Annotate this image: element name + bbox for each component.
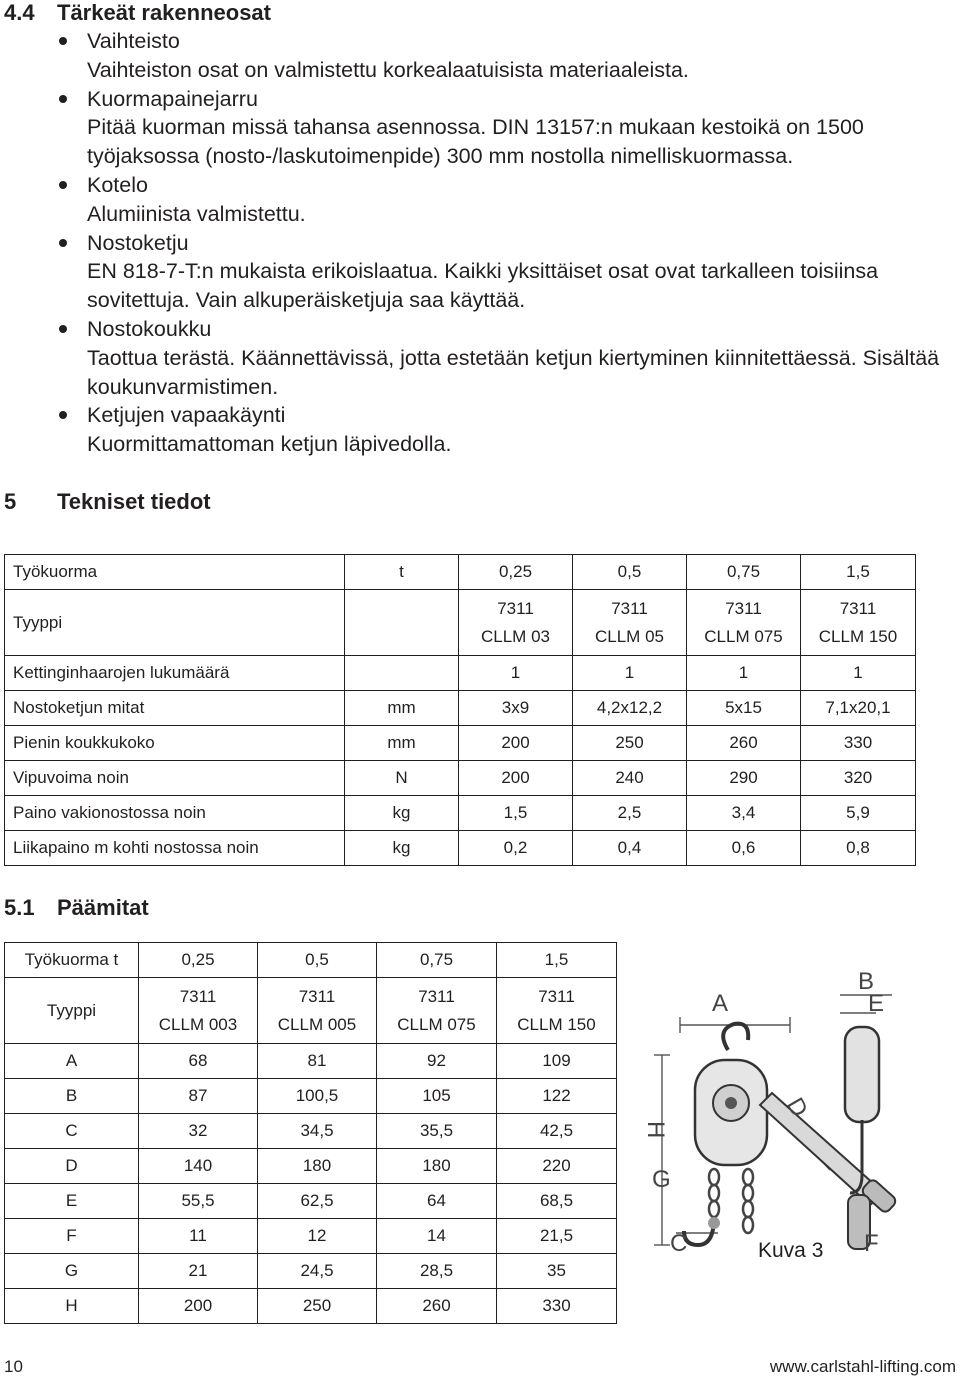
value-cell: 11 <box>139 1219 258 1254</box>
unit-cell <box>345 590 459 656</box>
table-row <box>5 1289 617 1324</box>
type-code: 7311 <box>497 598 534 618</box>
row-label: E <box>5 1184 139 1219</box>
type-cell <box>573 590 687 656</box>
table-row <box>5 555 916 590</box>
type-code: 7311 <box>611 598 648 618</box>
value-cell: 92 <box>377 1044 497 1079</box>
header-cell: 0,5 <box>258 943 377 978</box>
item-title: Kuormapainejarru <box>87 86 258 111</box>
dim-label-d: D <box>780 1093 813 1122</box>
row-label: Työkuorma <box>5 555 345 590</box>
value-cell: 2,5 <box>573 796 687 831</box>
row-label: Paino vakionostossa noin <box>5 796 345 831</box>
dim-label-b: B <box>858 968 875 995</box>
row-label: Pienin koukkukoko <box>5 726 345 761</box>
table-row <box>5 1044 617 1079</box>
unit-cell: t <box>345 555 459 590</box>
item-description: Vaihteiston osat on valmistettu korkealaatuisista materiaaleista. <box>87 57 689 82</box>
value-cell: 7,1x20,1 <box>801 691 916 726</box>
row-label: Nostoketjun mitat <box>5 691 345 726</box>
type-cell <box>687 590 801 656</box>
table-row <box>5 656 916 691</box>
value-cell: 0,2 <box>459 831 573 866</box>
value-cell: 100,5 <box>258 1079 377 1114</box>
section-number: 5.1 <box>4 895 35 920</box>
type-code: 7311 <box>298 986 336 1006</box>
row-label: Tyyppi <box>5 590 345 656</box>
value-cell: 32 <box>139 1114 258 1149</box>
list-item <box>0 315 960 401</box>
table-row <box>5 1149 617 1184</box>
value-cell: 14 <box>377 1219 497 1254</box>
header-cell: 0,75 <box>377 943 497 978</box>
value-cell: 64 <box>377 1184 497 1219</box>
type-model: CLLM 150 <box>517 1014 596 1034</box>
type-model: CLLM 075 <box>397 1014 476 1034</box>
section-title: Tärkeät rakenneosat <box>57 0 271 25</box>
item-description: Kuormittamattoman ketjun läpivedolla. <box>87 432 452 457</box>
value-cell: 260 <box>377 1289 497 1324</box>
section-number: 4.4 <box>4 0 35 25</box>
header-cell: 0,25 <box>139 943 258 978</box>
value-cell: 320 <box>801 761 916 796</box>
item-title: Nostoketju <box>87 230 189 255</box>
row-label: B <box>5 1079 139 1114</box>
value-cell: 0,25 <box>459 555 573 590</box>
bullet-icon <box>59 95 67 103</box>
dim-label-h: H <box>642 1121 669 1139</box>
unit-cell: kg <box>345 796 459 831</box>
row-label: A <box>5 1044 139 1079</box>
type-model: CLLM 05 <box>595 626 664 646</box>
type-code: 7311 <box>839 598 877 618</box>
value-cell: 35 <box>497 1254 617 1289</box>
item-title: Ketjujen vapaakäynti <box>87 403 286 428</box>
item-description: Taottua terästä. Käännettävissä, jotta estetään ketjun kiertyminen kiinnitettäessä. Sisältää koukunvarmistimen. <box>87 345 940 399</box>
header-label: Työkuorma t <box>5 943 139 978</box>
type-model: CLLM 150 <box>818 626 898 646</box>
value-cell: 250 <box>573 726 687 761</box>
type-code: 7311 <box>179 986 217 1006</box>
type-code: 7311 <box>725 598 762 618</box>
section-5-heading <box>0 489 300 517</box>
item-title: Nostokoukku <box>87 316 212 341</box>
item-title: Kotelo <box>87 172 148 197</box>
value-cell: 250 <box>258 1289 377 1324</box>
unit-cell: kg <box>345 831 459 866</box>
value-cell: 0,6 <box>687 831 801 866</box>
value-cell: 1,5 <box>801 555 916 590</box>
hoist-dimension-figure <box>640 955 940 1285</box>
value-cell: 200 <box>459 761 573 796</box>
value-cell: 87 <box>139 1079 258 1114</box>
value-cell: 3,4 <box>687 796 801 831</box>
dim-label-a: A <box>712 990 729 1017</box>
hoist-body <box>684 1024 898 1249</box>
list-item <box>0 171 960 229</box>
value-cell: 42,5 <box>497 1114 617 1149</box>
value-cell: 140 <box>139 1149 258 1184</box>
value-cell: 0,75 <box>687 555 801 590</box>
unit-cell: N <box>345 761 459 796</box>
value-cell: 200 <box>459 726 573 761</box>
value-cell: 4,2x12,2 <box>573 691 687 726</box>
value-cell: 180 <box>377 1149 497 1184</box>
type-model: CLLM 005 <box>277 1014 357 1034</box>
value-cell: 55,5 <box>139 1184 258 1219</box>
table-row <box>5 1184 617 1219</box>
value-cell: 330 <box>497 1289 617 1324</box>
component-list <box>0 27 960 459</box>
table-row <box>5 1219 617 1254</box>
item-description: EN 818-7-T:n mukaista erikoislaatua. Kaikki yksittäiset osat ovat tarkalleen toisiinsa sovitettuja. Vain alkuperäisketjuja saa käyttää. <box>87 259 879 313</box>
unit-cell: mm <box>345 691 459 726</box>
table-row <box>5 1114 617 1149</box>
row-label: Kettinginhaarojen lukumäärä <box>5 656 345 691</box>
value-cell: 28,5 <box>377 1254 497 1289</box>
figure-caption: Kuva 3 <box>758 1239 824 1262</box>
list-item <box>0 85 960 171</box>
value-cell: 220 <box>497 1149 617 1184</box>
value-cell: 21 <box>139 1254 258 1289</box>
value-cell: 122 <box>497 1079 617 1114</box>
value-cell: 1 <box>459 656 573 691</box>
value-cell: 200 <box>139 1289 258 1324</box>
value-cell: 3x9 <box>459 691 573 726</box>
website-link[interactable]: www.carlstahl-lifting.com <box>769 1357 956 1376</box>
page-number: 10 <box>4 1357 23 1376</box>
bullet-icon <box>59 37 67 45</box>
value-cell: 35,5 <box>377 1114 497 1149</box>
row-label: Vipuvoima noin <box>5 761 345 796</box>
value-cell: 81 <box>258 1044 377 1079</box>
value-cell: 0,5 <box>573 555 687 590</box>
table-row <box>5 831 916 866</box>
value-cell: 240 <box>573 761 687 796</box>
value-cell: 1 <box>573 656 687 691</box>
table-header-row <box>5 943 617 978</box>
header-cell: 1,5 <box>497 943 617 978</box>
value-cell: 0,4 <box>573 831 687 866</box>
table-row <box>5 796 916 831</box>
section-number: 5 <box>4 489 17 514</box>
section-title: Tekniset tiedot <box>57 489 211 514</box>
dim-label-g: G <box>652 1166 671 1193</box>
value-cell: 180 <box>258 1149 377 1184</box>
dim-label-e: E <box>868 990 885 1017</box>
type-cell <box>377 978 497 1044</box>
value-cell: 34,5 <box>258 1114 377 1149</box>
value-cell: 5x15 <box>687 691 801 726</box>
table-row <box>5 590 916 656</box>
row-label: F <box>5 1219 139 1254</box>
value-cell: 1,5 <box>459 796 573 831</box>
value-cell: 21,5 <box>497 1219 617 1254</box>
type-code: 7311 <box>418 986 455 1006</box>
main-dimensions-table <box>4 942 617 1324</box>
value-cell: 24,5 <box>258 1254 377 1289</box>
table-row <box>5 726 916 761</box>
list-item <box>0 401 960 459</box>
bullet-icon <box>59 411 67 419</box>
hoist-drawing <box>640 955 940 1285</box>
type-model: CLLM 003 <box>158 1014 238 1034</box>
dim-label-f: F <box>864 1230 879 1257</box>
type-model: CLLM 03 <box>481 626 550 646</box>
value-cell: 68 <box>139 1044 258 1079</box>
type-model: CLLM 075 <box>704 626 783 646</box>
type-cell <box>139 978 258 1044</box>
bullet-icon <box>59 181 67 189</box>
dim-label-c: C <box>670 1230 688 1257</box>
row-label: C <box>5 1114 139 1149</box>
unit-cell: mm <box>345 726 459 761</box>
type-cell <box>459 590 573 656</box>
row-label: Liikapaino m kohti nostossa noin <box>5 831 345 866</box>
value-cell: 12 <box>258 1219 377 1254</box>
value-cell: 105 <box>377 1079 497 1114</box>
bullet-icon <box>59 325 67 333</box>
value-cell: 5,9 <box>801 796 916 831</box>
table-row <box>5 691 916 726</box>
type-code: 7311 <box>538 986 575 1006</box>
value-cell: 62,5 <box>258 1184 377 1219</box>
row-label: H <box>5 1289 139 1324</box>
unit-cell <box>345 656 459 691</box>
list-item <box>0 27 960 85</box>
item-description: Pitää kuorman missä tahansa asennossa. DIN 13157:n mukaan kestoikä on 1500 työjaksossa (nosto-/laskutoimenpide) 300 mm nostolla nimelliskuormassa. <box>87 115 864 169</box>
value-cell: 1 <box>687 656 801 691</box>
technical-data-table <box>4 554 916 866</box>
row-label: G <box>5 1254 139 1289</box>
value-cell: 109 <box>497 1044 617 1079</box>
item-title: Vaihteisto <box>87 29 180 53</box>
table-row <box>5 978 617 1044</box>
row-label: Tyyppi <box>5 978 139 1044</box>
list-item <box>0 229 960 315</box>
value-cell: 1 <box>801 656 916 691</box>
table-row <box>5 1079 617 1114</box>
type-cell <box>497 978 617 1044</box>
value-cell: 290 <box>687 761 801 796</box>
value-cell: 330 <box>801 726 916 761</box>
type-cell <box>258 978 377 1044</box>
value-cell: 0,8 <box>801 831 916 866</box>
section-5-1-heading <box>0 895 300 923</box>
row-label: D <box>5 1149 139 1184</box>
table-row <box>5 1254 617 1289</box>
section-title: Päämitat <box>57 895 149 920</box>
bullet-icon <box>59 239 67 247</box>
section-4-4-heading <box>0 0 400 26</box>
item-description: Alumiinista valmistettu. <box>87 201 306 226</box>
value-cell: 68,5 <box>497 1184 617 1219</box>
table-row <box>5 761 916 796</box>
value-cell: 260 <box>687 726 801 761</box>
type-cell <box>801 590 916 656</box>
